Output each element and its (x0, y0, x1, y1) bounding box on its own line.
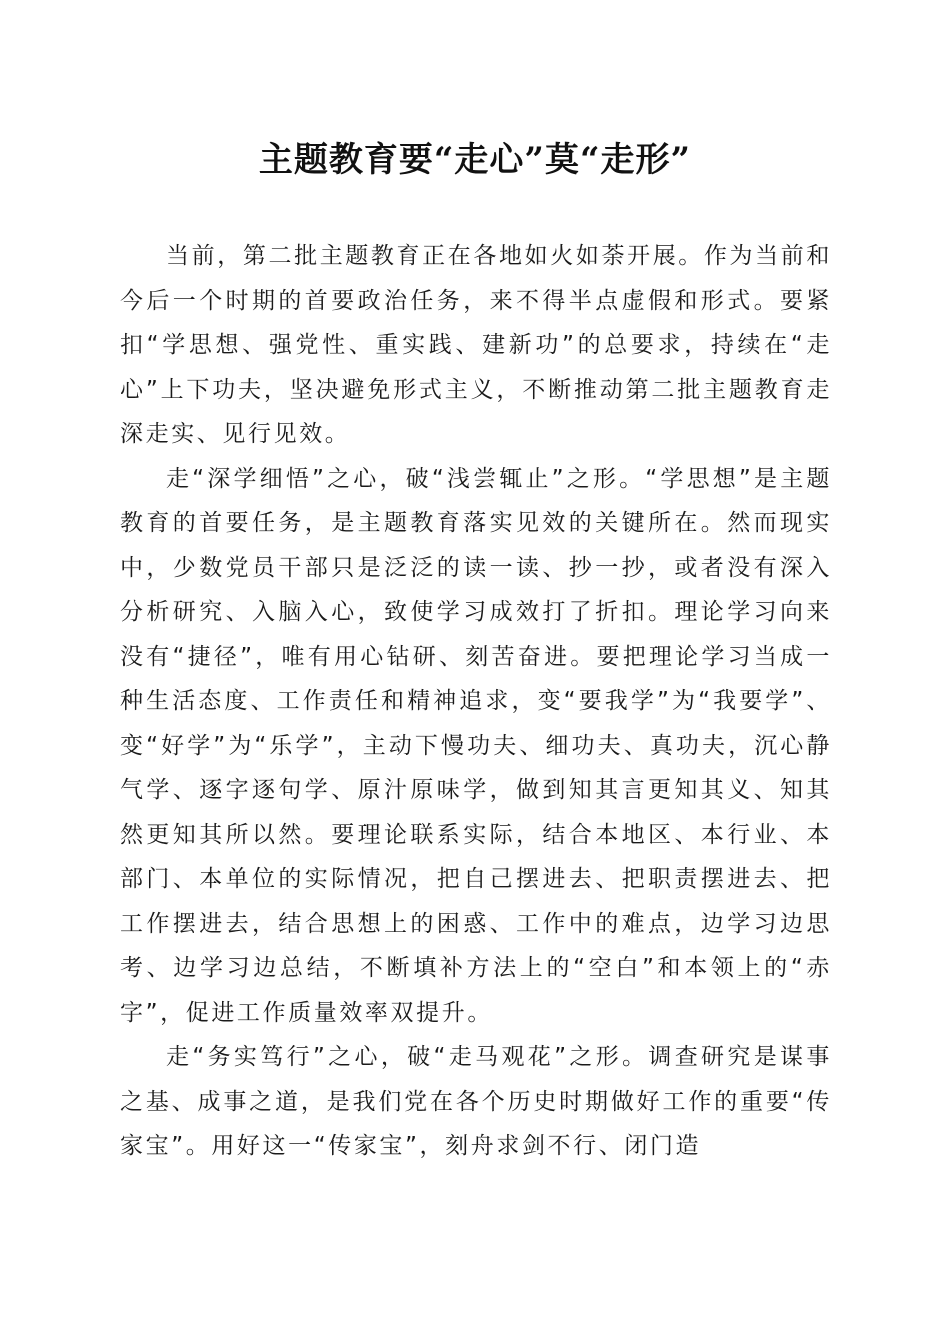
paragraph-intro: 当前，第二批主题教育正在各地如火如荼开展。作为当前和今后一个时期的首要政治任务，来不得半点虚假和形式。要紧扣“学思想、强党性、重实践、建新功”的总要求，持续在“走心”上下功夫，坚决避免形式主义，不断推动第二批主题教育走深走实、见行见效。 (120, 243, 832, 447)
paragraph-research: 走“务实笃行”之心，破“走马观花”之形。调查研究是谋事之基、成事之道，是我们党在各个历史时期做好工作的重要“传家宝”。用好这一“传家宝”，刻舟求剑不行、闭门造 (120, 1044, 832, 1159)
document-title: 主题教育要“走心”莫“走形” (258, 140, 692, 180)
document-body (120, 234, 832, 1169)
paragraph-study: 走“深学细悟”之心，破“浅尝辄止”之形。“学思想”是主题教育的首要任务，是主题教育落实见效的关键所在。然而现实中，少数党员干部只是泛泛的读一读、抄一抄，或者没有深入分析研究、入脑入心，致使学习成效打了折扣。理论学习向来没有“捷径”，唯有用心钻研、刻苦奋进。要把理论学习当成一种生活态度、工作责任和精神追求，变“要我学”为“我要学”、变“好学”为“乐学”，主动下慢功夫、细功夫、真功夫，沉心静气学、逐字逐句学、原汁原味学，做到知其言更知其义、知其然更知其所以然。要理论联系实际，结合本地区、本行业、本部门、本单位的实际情况，把自己摆进去、把职责摆进去、把工作摆进去，结合思想上的困惑、工作中的难点，边学习边思考、边学习边总结，不断填补方法上的“空白”和本领上的“赤字”，促进工作质量效率双提升。 (120, 465, 832, 1026)
